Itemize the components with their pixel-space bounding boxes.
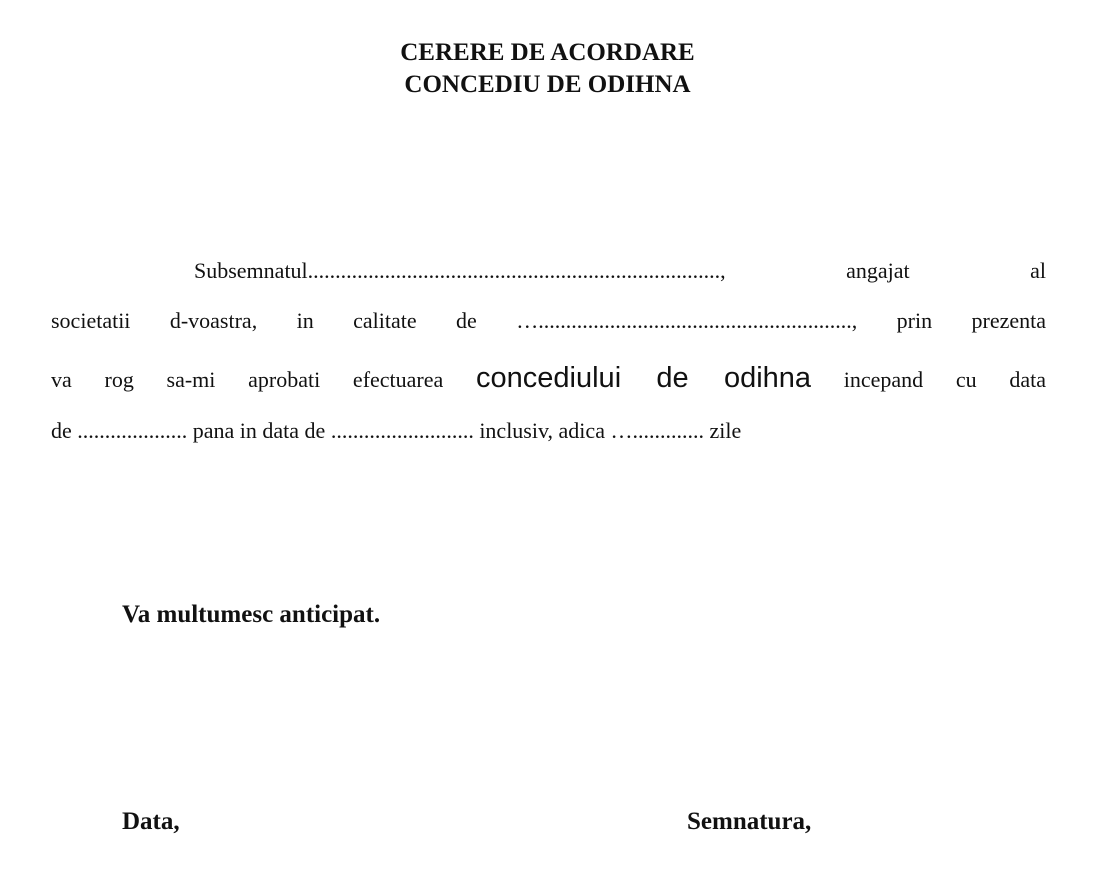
closing-text: Va multumesc anticipat. [122,601,381,628]
leave-type-emphasis: concediului de odihna [476,362,812,394]
paragraph-line-3-start: va rog sa-mi aprobati efectuarea [51,367,444,392]
paragraph-line-2: societatii d-voastra, in calitate de …........................................................., prin prezenta [51,308,1046,333]
paragraph-line-3 [51,362,1046,395]
paragraph-line-1: Subsemnatul..........................................................................., angajat al [194,258,1046,283]
document-title-line2: CONCEDIU DE ODIHNA [404,71,691,98]
date-label: Data, [122,808,180,835]
paragraph-line-3-end: incepand cu data [843,367,1047,392]
paragraph-line-4: de .................... pana in data de .......................... inclusiv, adica …............. zile [51,418,742,443]
signature-label: Semnatura, [687,808,812,835]
document-title-line1: CERERE DE ACORDARE [400,39,695,66]
